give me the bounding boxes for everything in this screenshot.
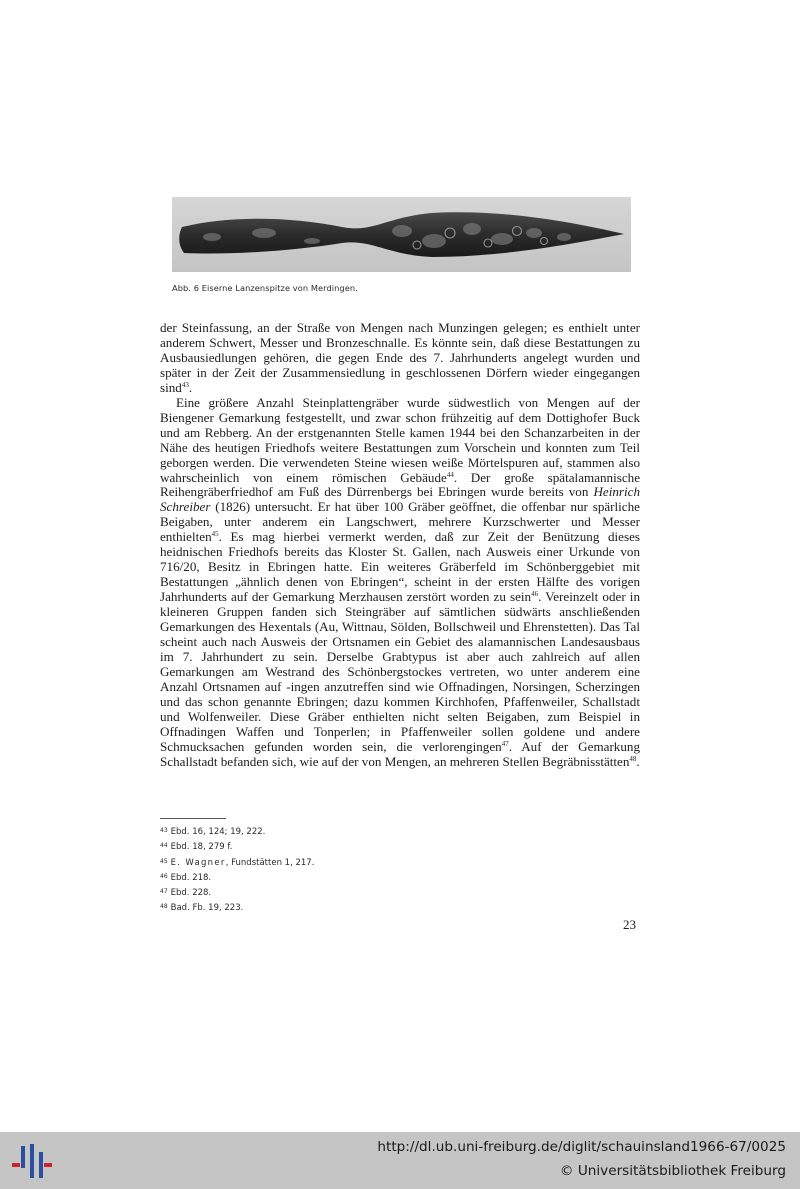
- footnote-divider: [160, 818, 226, 819]
- footnote-47: $^{47}$ Ebd. 228.: [160, 888, 212, 899]
- footnote-ref-43[interactable]: 43: [181, 380, 189, 389]
- permalink-url[interactable]: http://dl.ub.uni-freiburg.de/diglit/schauinsland1966-67/0025: [377, 1139, 786, 1155]
- footnote-46: $^{46}$ Ebd. 218.: [160, 872, 212, 883]
- footnote-ref-45[interactable]: 45: [211, 530, 219, 539]
- footnote-45: $^{45}$ E. Wagner, Fundstätten 1, 217.: [160, 857, 315, 868]
- footer-bar: [0, 1132, 800, 1189]
- copyright-notice: © Universitätsbibliothek Freiburg: [559, 1163, 786, 1179]
- footnote-48: $^{48}$ Bad. Fb. 19, 223.: [160, 903, 244, 914]
- footnote-ref-47[interactable]: 47: [501, 739, 509, 748]
- paragraph-2: Eine größere Anzahl Steinplattengräber wurde südwestlich von Mengen auf der Biengener Gemarkung festgestellt, und zwar schon frühzeitig auf dem Dottighofer Buck und am Rebberg. An der erstgenannten Stelle kamen 1944 bei den Schanzarbeiten in der Nähe des heutigen Friedhofs weitere Bestattungen zum Vorschein und konnten zum Teil geborgen werden. Die verwendeten Steine wiesen weiße Mörtelspuren auf, stammen also wahrscheinlich von einem römischen Gebäude$^{44}$. Der große spätalamannische Reihengräberfriedhof am Fuß des Dürrenbergs bei Ebringen wurde bereits von Heinrich Schreiber (1826) untersucht. Er hat über 100 Gräber geöffnet, die offenbar nur spärliche Beigaben, unter anderem ein Langschwert, mehrere Kurzschwerter und Messer enthielten$^{45}$. Es mag hierbei vermerkt werden, daß zur Zeit der Benützung dieses heidnischen Friedhofs bereits das Kloster St. Gallen, nach Ausweis einer Urkunde von 716/20, Besitz in Ebringen hatte. Ein weiteres Gräberfeld im Schönberggebiet mit Bestattungen „ähnlich denen von Ebringen“, scheint in der ersten Hälfte des vorigen Jahrhunderts auf der Gemarkung Merzhausen zerstört worden zu sein$^{46}$. Vereinzelt oder in kleineren Gruppen fanden sich Steingräber auf sämtlichen südwärts anschließenden Gemarkungen des Hexentals (Au, Wittnau, Sölden, Bollschweil und Ehrenstetten). Das Tal scheint auch nach Ausweis der Ortsnamen ein Gebiet des alamannischen Landesausbaus im 7. Jahrhundert zu sein. Derselbe Grabtypus ist aber auch zahlreich auf allen Gemarkungen am Westrand des Schönbergstockes vertreten, wo unter anderem eine Anzahl Ortsnamen auf -ingen anzutreffen sind wie Offnadingen, Norsingen, Scherzingen und das schon genannte Ebringen; dazu kommen Kirchhofen, Pfaffenweiler, Schallstadt und Wolfenweiler. Diese Gräber enthielten nicht selten Beigaben, zum Beispiel in Offnadingen Waffen und Tonperlen; in Pfaffenweiler sollen goldene und andere Schmucksachen gefunden worden sein, die verlorengingen$^{47}$. Auf der Gemarkung Schallstadt befanden sich, wie auf der von Mengen, an mehreren Stellen Begräbnisstätten$^{48}$.: [160, 394, 640, 769]
- paragraph-1: der Steinfassung, an der Straße von Mengen nach Munzingen gelegen; es enthielt unter anderem Schwert, Messer und Bronzeschnalle. Es könnte sein, daß diese Bestattungen zu Ausbausiedlungen gehören, die gegen Ende des 7. Jahrhunderts angelegt wurden und später in der Zeit der Zusammensiedlung in geschlossenen Dörfern wieder eingegangen sind$^{43}$.: [160, 320, 640, 395]
- footnote-43: $^{43}$ Ebd. 16, 124; 19, 222.: [160, 827, 266, 837]
- footnotes: [160, 824, 314, 916]
- spearhead-figure: [172, 197, 631, 272]
- author-name: Heinrich Schreiber: [160, 484, 640, 515]
- footnote-ref-48[interactable]: 48: [629, 754, 637, 763]
- footnote-ref-44[interactable]: 44: [446, 470, 454, 479]
- footnote-44: $^{44}$ Ebd. 18, 279 f.: [160, 842, 233, 853]
- spearhead-icon: [172, 197, 631, 272]
- figure-caption: Abb. 6 Eiserne Lanzenspitze von Merdingen.: [172, 283, 358, 293]
- ub-freiburg-logo-icon[interactable]: [12, 1142, 52, 1182]
- body-text: [160, 321, 640, 770]
- page-number: 23: [623, 917, 636, 932]
- footnote-ref-46[interactable]: 46: [531, 590, 539, 599]
